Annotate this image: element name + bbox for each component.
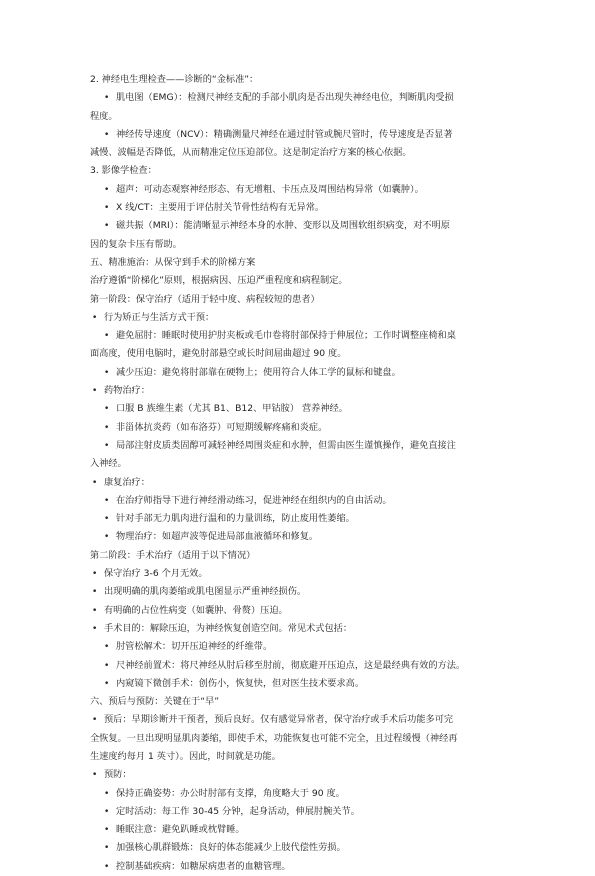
line-text: 保持正确姿势：办公时肘部有支撑，角度略大于 90 度。 bbox=[116, 787, 345, 799]
bullet-icon: • bbox=[104, 404, 110, 415]
bullet-icon: • bbox=[104, 221, 110, 232]
line-text: 行为矫正与生活方式干预： bbox=[104, 311, 215, 323]
line-text: 内窥镜下微创手术：创伤小，恢复快，但对医生技术要求高。 bbox=[116, 677, 365, 689]
line-text: 避免屈肘：睡眠时使用护肘夹板或毛巾卷将肘部保持于伸展位；工作时调整座椅和桌 bbox=[116, 330, 456, 342]
line-text: 全恢复。一旦出现明显肌肉萎缩，即使手术，功能恢复也可能不完全，且过程缓慢（神经再 bbox=[90, 732, 458, 744]
sub-bullet-item bbox=[90, 419, 505, 437]
bullet-item bbox=[90, 711, 505, 729]
sub-bullet-item bbox=[90, 821, 505, 839]
sub-bullet-item bbox=[90, 126, 505, 144]
line-text: 减少压迫：避免将肘部靠在硬物上；使用符合人体工学的鼠标和键盘。 bbox=[116, 366, 401, 378]
sub-bullet-item bbox=[90, 638, 505, 656]
line-text: 程度。 bbox=[90, 110, 118, 122]
sub-bullet-item bbox=[90, 803, 505, 821]
line-text: 口服 B 族维生素（尤其 B1、B12、甲钴胺） 营养神经。 bbox=[116, 403, 348, 415]
bullet-item bbox=[90, 766, 505, 784]
bullet-icon: • bbox=[104, 129, 110, 140]
bullet-icon: • bbox=[104, 93, 110, 104]
sub-bullet-item bbox=[90, 89, 505, 107]
bullet-icon: • bbox=[92, 715, 98, 726]
document-body bbox=[90, 71, 505, 876]
line-text: 肌电图（EMG）：检测尺神经支配的手部小肌肉是否出现失神经电位，判断肌肉受损 bbox=[116, 92, 454, 104]
bullet-icon: • bbox=[104, 331, 110, 342]
bullet-icon: • bbox=[104, 806, 110, 817]
sub-bullet-item bbox=[90, 437, 505, 455]
line-text: 第一阶段：保守治疗（适用于轻中度、病程较短的患者） bbox=[90, 293, 320, 305]
bullet-icon: • bbox=[104, 642, 110, 653]
line-text: 药物治疗： bbox=[104, 385, 150, 397]
bullet-item bbox=[90, 602, 505, 620]
line-text: 睡眠注意：避免趴睡或枕臂睡。 bbox=[116, 824, 245, 836]
line-text: 面高度，使用电脑时，避免肘部悬空或长时间屈曲超过 90 度。 bbox=[90, 348, 347, 360]
paragraph-continuation bbox=[90, 748, 505, 766]
sub-bullet-item bbox=[90, 181, 505, 199]
line-text: X 线/CT：主要用于评估肘关节骨性结构有无异常。 bbox=[116, 202, 325, 214]
sub-bullet-item bbox=[90, 839, 505, 857]
bullet-item bbox=[90, 583, 505, 601]
bullet-icon: • bbox=[104, 495, 110, 506]
sub-bullet-item bbox=[90, 785, 505, 803]
bullet-icon: • bbox=[104, 660, 110, 671]
line-text: 出现明确的肌肉萎缩或肌电图显示严重神经损伤。 bbox=[104, 586, 307, 598]
paragraph-continuation bbox=[90, 345, 505, 363]
bullet-icon: • bbox=[104, 184, 110, 195]
line-text: 加强核心肌群锻炼：良好的体态能减少上肢代偿性劳损。 bbox=[116, 842, 346, 854]
sub-bullet-item bbox=[90, 675, 505, 693]
paragraph-line bbox=[90, 291, 505, 309]
line-text: 控制基础疾病：如糖尿病患者的血糖管理。 bbox=[116, 860, 291, 872]
bullet-icon: • bbox=[104, 440, 110, 451]
sub-bullet-item bbox=[90, 400, 505, 418]
bullet-icon: • bbox=[104, 532, 110, 543]
bullet-item bbox=[90, 474, 505, 492]
paragraph-line bbox=[90, 693, 505, 711]
paragraph-continuation bbox=[90, 730, 505, 748]
line-text: 神经传导速度（NCV）：精确测量尺神经在通过肘管或腕尺管时，传导速度是否显著 bbox=[116, 128, 453, 140]
paragraph-line bbox=[90, 71, 505, 89]
sub-bullet-item bbox=[90, 528, 505, 546]
paragraph-line bbox=[90, 254, 505, 272]
line-text: 六、预后与预防：关键在于“早” bbox=[90, 696, 219, 708]
line-text: 2. 神经电生理检查——诊断的“金标准”： bbox=[90, 74, 259, 85]
bullet-icon: • bbox=[92, 770, 98, 781]
paragraph-continuation bbox=[90, 236, 505, 254]
line-text: 预后：早期诊断并干预者，预后良好。仅有感觉异常者，保守治疗或手术后功能多可完 bbox=[104, 714, 454, 726]
line-text: 预防： bbox=[104, 769, 132, 781]
line-text: 尺神经前置术：将尺神经从肘后移至肘前，彻底避开压迫点，这是最经典有效的方法。 bbox=[116, 659, 466, 671]
bullet-item bbox=[90, 382, 505, 400]
bullet-icon: • bbox=[104, 514, 110, 525]
paragraph-continuation bbox=[90, 144, 505, 162]
sub-bullet-item bbox=[90, 492, 505, 510]
line-text: 局部注射皮质类固醇可减轻神经周围炎症和水肿，但需由医生谨慎操作，避免直接注 bbox=[116, 439, 456, 451]
bullet-item bbox=[90, 565, 505, 583]
paragraph-continuation bbox=[90, 108, 505, 126]
line-text: 治疗遵循“阶梯化”原则，根据病因、压迫严重程度和病程制定。 bbox=[90, 275, 348, 287]
paragraph-line bbox=[90, 162, 505, 180]
bullet-icon: • bbox=[104, 825, 110, 836]
sub-bullet-item bbox=[90, 858, 505, 876]
line-text: 定时活动：每工作 30-45 分钟，起身活动，伸展肘腕关节。 bbox=[116, 805, 360, 817]
line-text: 3. 影像学检查： bbox=[90, 165, 157, 177]
sub-bullet-item bbox=[90, 364, 505, 382]
line-text: 减慢、波幅是否降低，从而精准定位压迫部位。这是制定治疗方案的核心依据。 bbox=[90, 147, 412, 159]
bullet-icon: • bbox=[104, 843, 110, 854]
line-text: 物理治疗：如超声波等促进局部血液循环和修复。 bbox=[116, 531, 319, 543]
paragraph-line bbox=[90, 272, 505, 290]
bullet-icon: • bbox=[92, 386, 98, 397]
bullet-icon: • bbox=[104, 422, 110, 433]
bullet-icon: • bbox=[104, 678, 110, 689]
line-text: 有明确的占位性病变（如囊肿、骨赘）压迫。 bbox=[104, 604, 288, 616]
line-text: 生速度约每月 1 英寸）。因此，时间就是功能。 bbox=[90, 750, 281, 762]
line-text: 磁共振（MRI）：能清晰显示神经本身的水肿、变形以及周围软组织病变，对不明原 bbox=[116, 220, 450, 232]
line-text: 超声：可动态观察神经形态、有无增粗、卡压点及周围结构异常（如囊肿）。 bbox=[116, 183, 424, 195]
line-text: 因的复杂卡压有帮助。 bbox=[90, 238, 182, 250]
bullet-icon: • bbox=[92, 569, 98, 580]
line-text: 第二阶段：手术治疗（适用于以下情况） bbox=[90, 549, 256, 561]
sub-bullet-item bbox=[90, 510, 505, 528]
sub-bullet-item bbox=[90, 657, 505, 675]
sub-bullet-item bbox=[90, 217, 505, 235]
line-text: 保守治疗 3-6 个月无效。 bbox=[104, 568, 208, 580]
line-text: 在治疗师指导下进行神经滑动练习，促进神经在组织内的自由活动。 bbox=[116, 494, 392, 506]
line-text: 康复治疗： bbox=[104, 476, 150, 488]
sub-bullet-item bbox=[90, 199, 505, 217]
bullet-item bbox=[90, 309, 505, 327]
line-text: 肘管松解术：切开压迫神经的纤维带。 bbox=[116, 641, 273, 653]
line-text: 入神经。 bbox=[90, 458, 127, 470]
bullet-icon: • bbox=[92, 587, 98, 598]
bullet-icon: • bbox=[92, 312, 98, 323]
bullet-item bbox=[90, 620, 505, 638]
sub-bullet-item bbox=[90, 327, 505, 345]
paragraph-continuation bbox=[90, 455, 505, 473]
bullet-icon: • bbox=[92, 623, 98, 634]
bullet-icon: • bbox=[104, 788, 110, 799]
line-text: 手术目的：解除压迫，为神经恢复创造空间。常见术式包括： bbox=[104, 622, 353, 634]
bullet-icon: • bbox=[92, 477, 98, 488]
bullet-icon: • bbox=[92, 605, 98, 616]
bullet-icon: • bbox=[104, 367, 110, 378]
line-text: 针对手部无力肌肉进行温和的力量训练，防止废用性萎缩。 bbox=[116, 513, 355, 525]
line-text: 非甾体抗炎药（如布洛芬）可短期缓解疼痛和炎症。 bbox=[116, 421, 328, 433]
bullet-icon: • bbox=[104, 203, 110, 214]
paragraph-line bbox=[90, 547, 505, 565]
line-text: 五、精准施治：从保守到手术的阶梯方案 bbox=[90, 256, 256, 268]
bullet-icon: • bbox=[104, 861, 110, 872]
